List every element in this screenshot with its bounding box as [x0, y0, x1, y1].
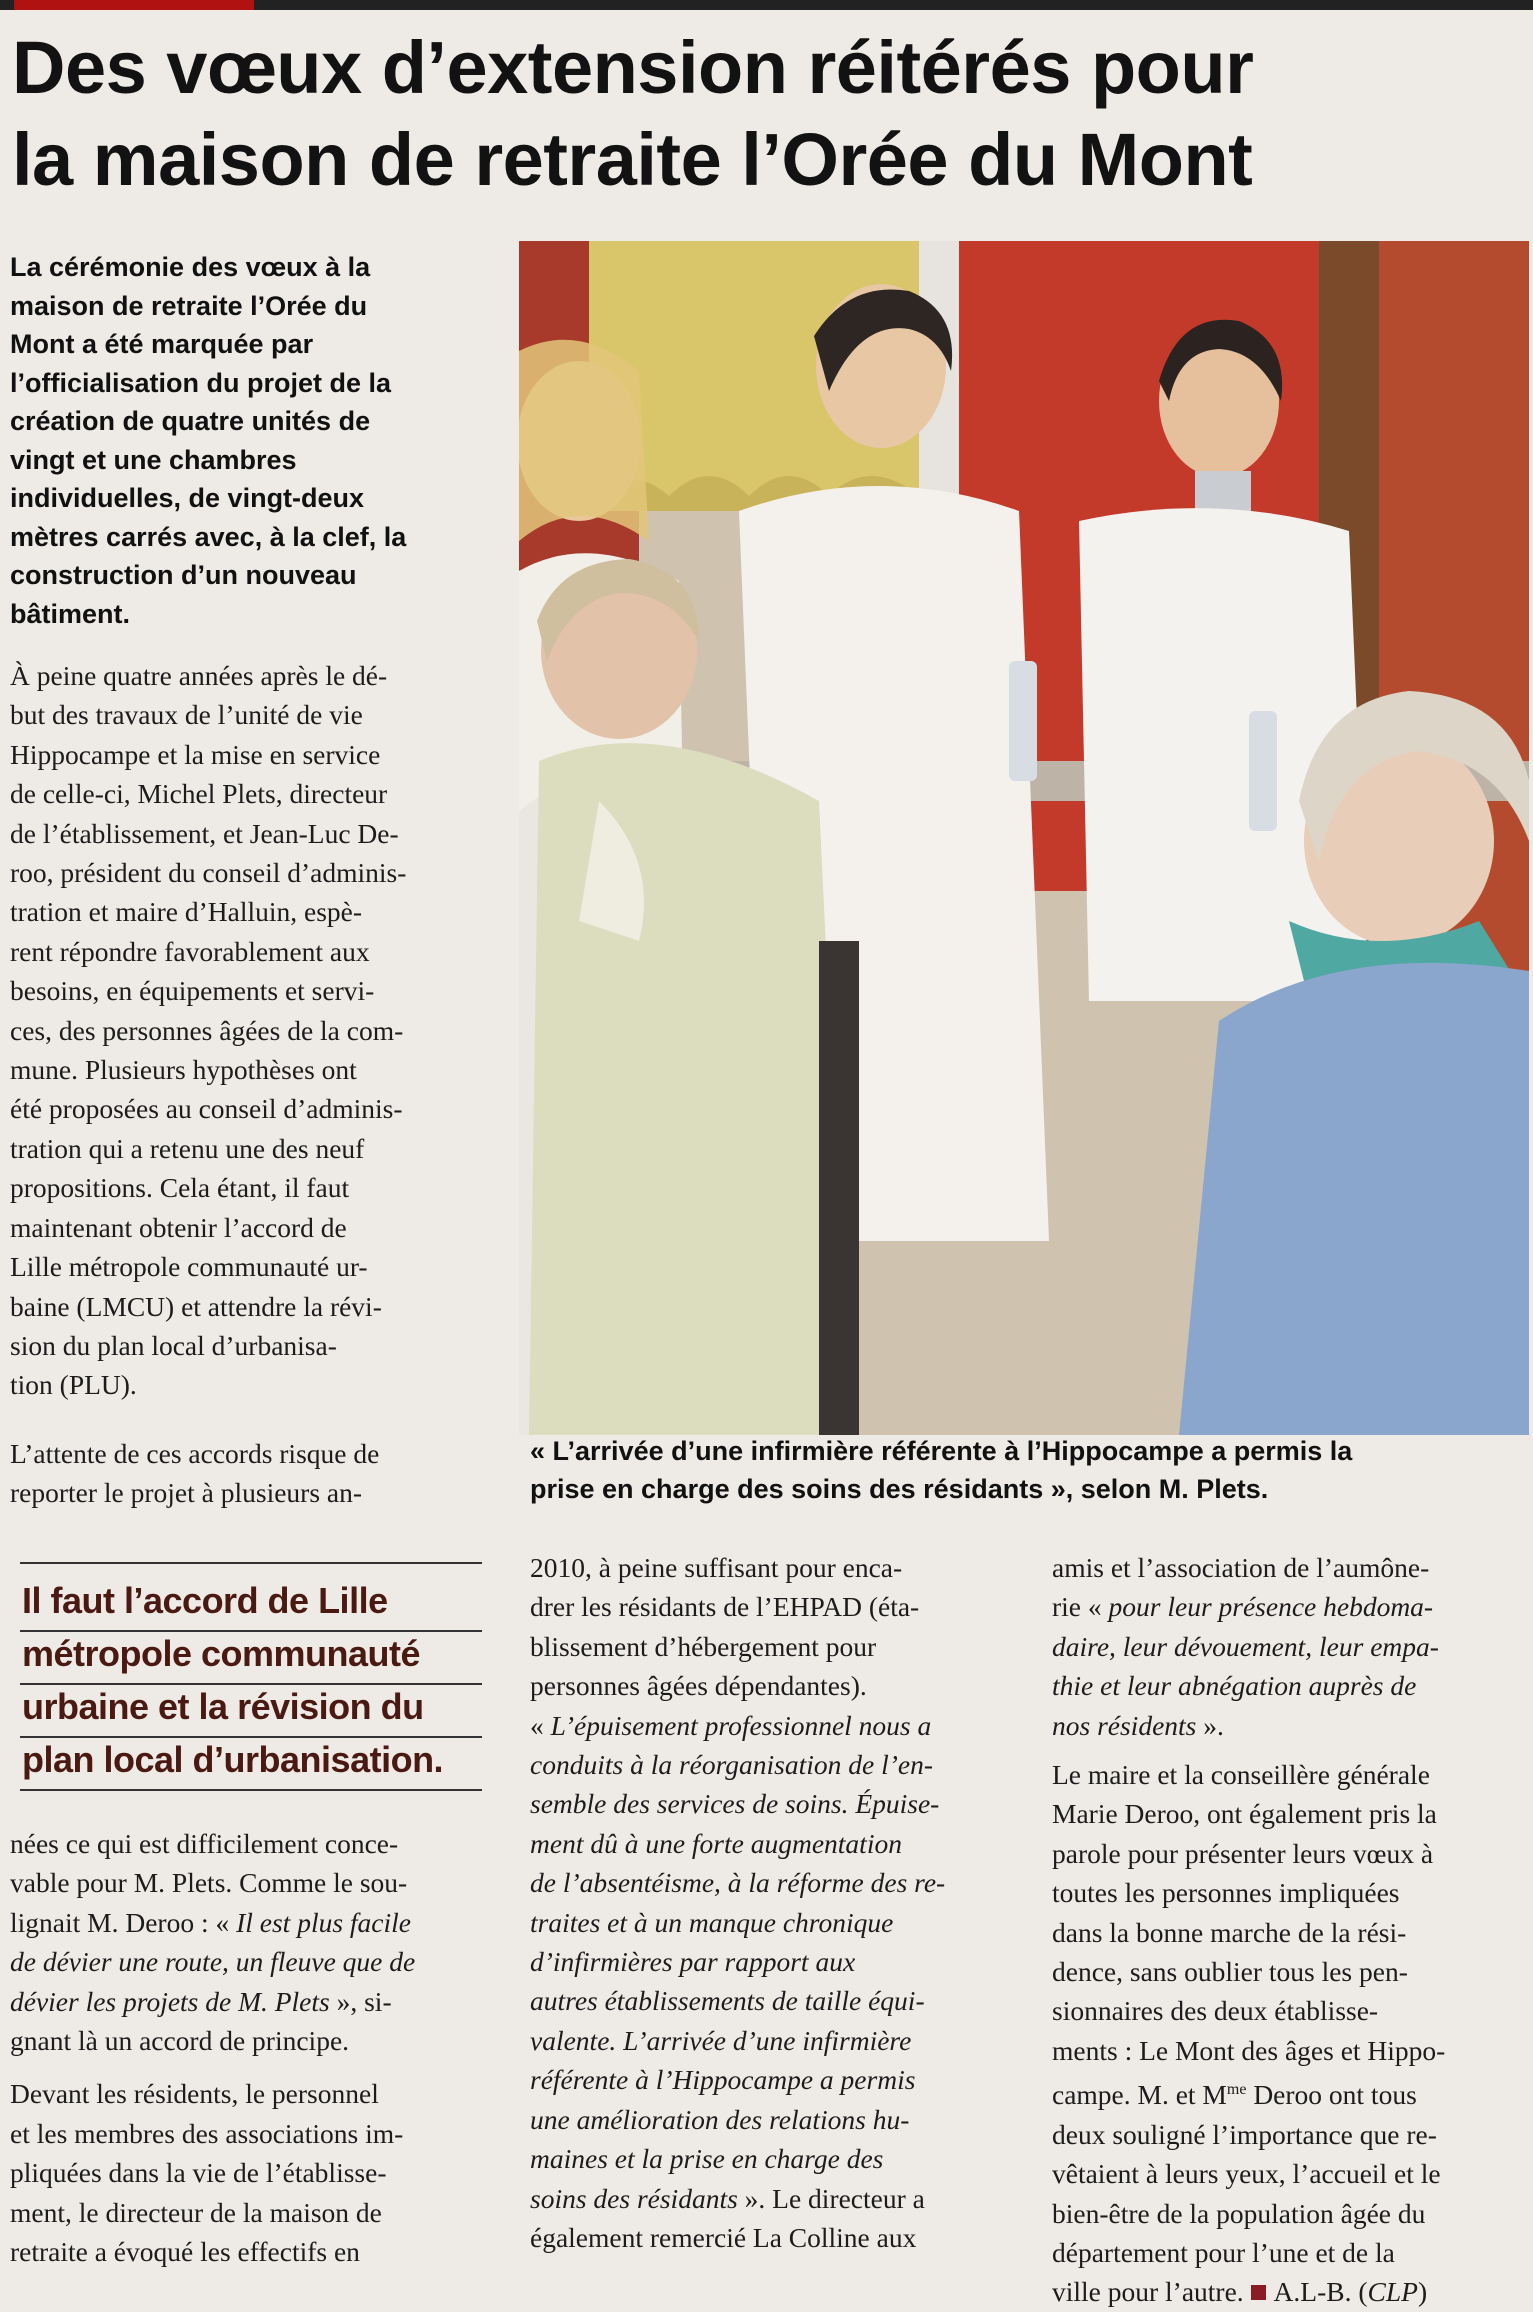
article-headline — [12, 22, 1522, 206]
paragraph — [10, 656, 510, 1405]
quote-line: thie et leur abnégation auprès de — [1052, 1670, 1417, 1702]
article-column-a-tail — [10, 1434, 510, 1513]
quote-line: valente. L’arrivée d’une infirmière — [530, 2024, 912, 2056]
section-header-tag — [14, 0, 254, 10]
intro-line: vingt et une chambres — [10, 444, 297, 475]
text-line: dence, sans oublier tous les pen- — [1052, 1956, 1408, 1988]
text-line: sion du plan local d’urbanisa- — [10, 1329, 337, 1361]
text-line: pliquées dans la vie de l’établisse- — [10, 2157, 387, 2189]
text-line — [10, 1982, 500, 2021]
headline-line: Des vœux d’extension réitérés pour — [12, 26, 1254, 109]
paragraph — [10, 1434, 510, 1513]
intro-line: La cérémonie des vœux à la — [10, 252, 371, 282]
quote-line: daire, leur dévouement, leur empa- — [1052, 1630, 1439, 1662]
quote-line: une amélioration des relations hu- — [530, 2103, 910, 2135]
quote-line: de dévier une route, un fleuve que de — [10, 1946, 416, 1978]
pullquote-line: Il faut l’accord de Lille — [22, 1580, 388, 1621]
paragraph — [10, 1824, 500, 2060]
caption-line: prise en charge des soins des résidants », selon M. Plets. — [530, 1474, 1269, 1504]
text-line: également remercié La Colline aux — [530, 2221, 917, 2253]
quote-line: traites et à un manque chronique — [530, 1906, 894, 1938]
intro-line: bâtiment. — [10, 598, 131, 629]
text-line: baine (LMCU) et attendre la révi- — [10, 1290, 382, 1322]
text-line: besoins, en équipements et servi- — [10, 975, 375, 1007]
text-run: rie « — [1052, 1591, 1109, 1623]
text-line — [1052, 2070, 1522, 2115]
text-line: ment, le directeur de la maison de — [10, 2196, 382, 2228]
headline-line: la maison de retraite l’Orée du Mont — [12, 118, 1253, 201]
intro-line: création de quatre unités de — [10, 406, 371, 436]
article-column-d — [1052, 1548, 1522, 2312]
end-mark-icon — [1251, 2285, 1266, 2300]
quote-line: autres établissements de taille équi- — [530, 1985, 925, 2017]
article-photo — [519, 241, 1529, 1435]
text-line: dans la bonne marche de la rési- — [1052, 1916, 1407, 1948]
text-line: personnes âgées dépendantes). — [530, 1670, 867, 1702]
quote-run: Il est plus facile — [236, 1906, 411, 1938]
intro-line: l’officialisation du projet de la — [10, 367, 392, 398]
text-run: Deroo ont tous — [1246, 2079, 1417, 2111]
text-line: département pour l’une et de la — [1052, 2237, 1395, 2269]
text-run: lignait M. Deroo : « — [10, 1906, 237, 1938]
text-run: ville pour l’autre. — [1052, 2276, 1244, 2308]
text-line: tration qui a retenu une des neuf — [10, 1132, 365, 1164]
text-line: vêtaient à leurs yeux, l’accueil et le — [1052, 2158, 1441, 2190]
superscript: me — [1226, 2081, 1247, 2099]
text-line: À peine quatre années après le dé- — [10, 660, 388, 691]
article-column-c — [530, 1548, 1010, 2257]
paragraph — [1052, 1755, 1522, 2312]
text-line: parole pour présenter leurs vœux à — [1052, 1837, 1434, 1869]
pullquote — [22, 1574, 492, 1786]
intro-line: construction d’un nouveau — [10, 560, 357, 590]
quote-run: soins des résidants — [530, 2182, 738, 2214]
text-line: Le maire et la conseillère générale — [1052, 1759, 1430, 1791]
text-line: roo, président du conseil d’adminis- — [10, 857, 407, 889]
quote-line: de l’absentéisme, à la réforme des re- — [530, 1867, 946, 1899]
text-run: « — [530, 1709, 551, 1741]
text-line: mune. Plusieurs hypothèses ont — [10, 1054, 357, 1086]
text-line: sionnaires des deux établisse- — [1052, 1995, 1379, 2027]
quote-line: semble des services de soins. Épuise- — [530, 1788, 940, 1820]
text-line: rent répondre favorablement aux — [10, 935, 370, 967]
quote-run: pour leur présence hebdoma- — [1108, 1591, 1434, 1623]
text-run: ». — [1196, 1709, 1224, 1741]
text-line: drer les résidants de l’EHPAD (éta- — [530, 1591, 920, 1623]
text-line — [10, 1903, 500, 1942]
quote-line: référente à l’Hippocampe a permis — [530, 2064, 916, 2096]
text-line: de l’établissement, et Jean-Luc De- — [10, 817, 399, 849]
photo-caption — [530, 1432, 1525, 1508]
text-line: et les membres des associations im- — [10, 2117, 404, 2149]
intro-line: maison de retraite l’Orée du — [10, 290, 368, 321]
byline: A.L-B. ( — [1273, 2276, 1368, 2308]
text-line: retraite a évoqué les effectifs en — [10, 2236, 360, 2268]
text-line — [1052, 2272, 1522, 2311]
text-line: Lille métropole communauté ur- — [10, 1251, 368, 1283]
text-line: gnant là un accord de principe. — [10, 2025, 350, 2057]
quote-line: conduits à la réorganisation de l’en- — [530, 1749, 934, 1781]
paragraph — [1052, 1548, 1522, 1745]
text-line: blissement d’hébergement pour — [530, 1630, 877, 1662]
text-line: but des travaux de l’unité de vie — [10, 699, 363, 731]
article-intro — [10, 248, 510, 633]
text-line — [530, 1706, 1010, 1745]
text-line: vable pour M. Plets. Comme le sou- — [10, 1867, 408, 1899]
text-line: amis et l’association de l’aumône- — [1052, 1552, 1430, 1583]
text-line: toutes les personnes impliquées — [1052, 1877, 1400, 1909]
text-run: », si- — [329, 1985, 392, 2017]
text-run: ». Le directeur a — [737, 2182, 925, 2214]
quote-run: nos résidents — [1052, 1709, 1197, 1741]
pullquote-rule — [20, 1789, 482, 1791]
text-line: maintenant obtenir l’accord de — [10, 1211, 347, 1243]
text-line: ces, des personnes âgées de la com- — [10, 1014, 404, 1046]
quote-line: d’infirmières par rapport aux — [530, 1946, 856, 1978]
paragraph — [10, 2074, 500, 2271]
text-line: bien-être de la population âgée du — [1052, 2197, 1426, 2229]
section-header-bar — [0, 0, 1533, 10]
text-line: propositions. Cela étant, il faut — [10, 1172, 350, 1204]
text-line: L’attente de ces accords risque de — [10, 1438, 380, 1469]
text-line: reporter le projet à plusieurs an- — [10, 1477, 363, 1509]
pullquote-line: plan local d’urbanisation. — [22, 1739, 444, 1780]
text-line: 2010, à peine suffisant pour enca- — [530, 1552, 903, 1583]
text-line — [1052, 1706, 1522, 1745]
intro-line: Mont a été marquée par — [10, 329, 314, 359]
text-line — [1052, 1587, 1522, 1626]
quote-run: dévier les projets de M. Plets — [10, 1985, 330, 2017]
text-line: deux souligné l’importance que re- — [1052, 2118, 1437, 2150]
text-line: tion (PLU). — [10, 1369, 137, 1401]
text-line: ments : Le Mont des âges et Hippo- — [1052, 2034, 1446, 2066]
byline-close: ) — [1417, 2276, 1428, 2308]
article-column-b — [10, 1824, 500, 2271]
quote-line: ment dû à une forte augmentation — [530, 1827, 902, 1859]
caption-line: « L’arrivée d’une infirmière référente à l’Hippocampe a permis la — [530, 1436, 1353, 1466]
photo-image — [519, 241, 1529, 1435]
text-line: Devant les résidents, le personnel — [10, 2078, 379, 2110]
text-line: été proposées au conseil d’adminis- — [10, 1093, 403, 1125]
article-column-a — [10, 656, 510, 1405]
text-line: Hippocampe et la mise en service — [10, 738, 381, 770]
quote-run: L’épuisement professionnel nous a — [550, 1709, 932, 1741]
text-run: campe. M. et M — [1052, 2079, 1227, 2111]
intro-line: individuelles, de vingt-deux — [10, 483, 365, 513]
pullquote-line: métropole communauté — [22, 1633, 421, 1674]
pullquote-line: urbaine et la révision du — [22, 1686, 424, 1727]
quote-line: maines et la prise en charge des — [530, 2143, 884, 2175]
pullquote-rule — [20, 1562, 482, 1564]
intro-line: mètres carrés avec, à la clef, la — [10, 521, 407, 552]
text-line: de celle-ci, Michel Plets, directeur — [10, 778, 388, 810]
text-line: Marie Deroo, ont également pris la — [1052, 1798, 1437, 1830]
byline-source: CLP — [1367, 2276, 1418, 2308]
text-line: tration et maire d’Halluin, espè- — [10, 896, 363, 928]
paragraph — [530, 1548, 1010, 2257]
text-line: nées ce qui est difficilement conce- — [10, 1828, 399, 1859]
text-line — [530, 2179, 1010, 2218]
